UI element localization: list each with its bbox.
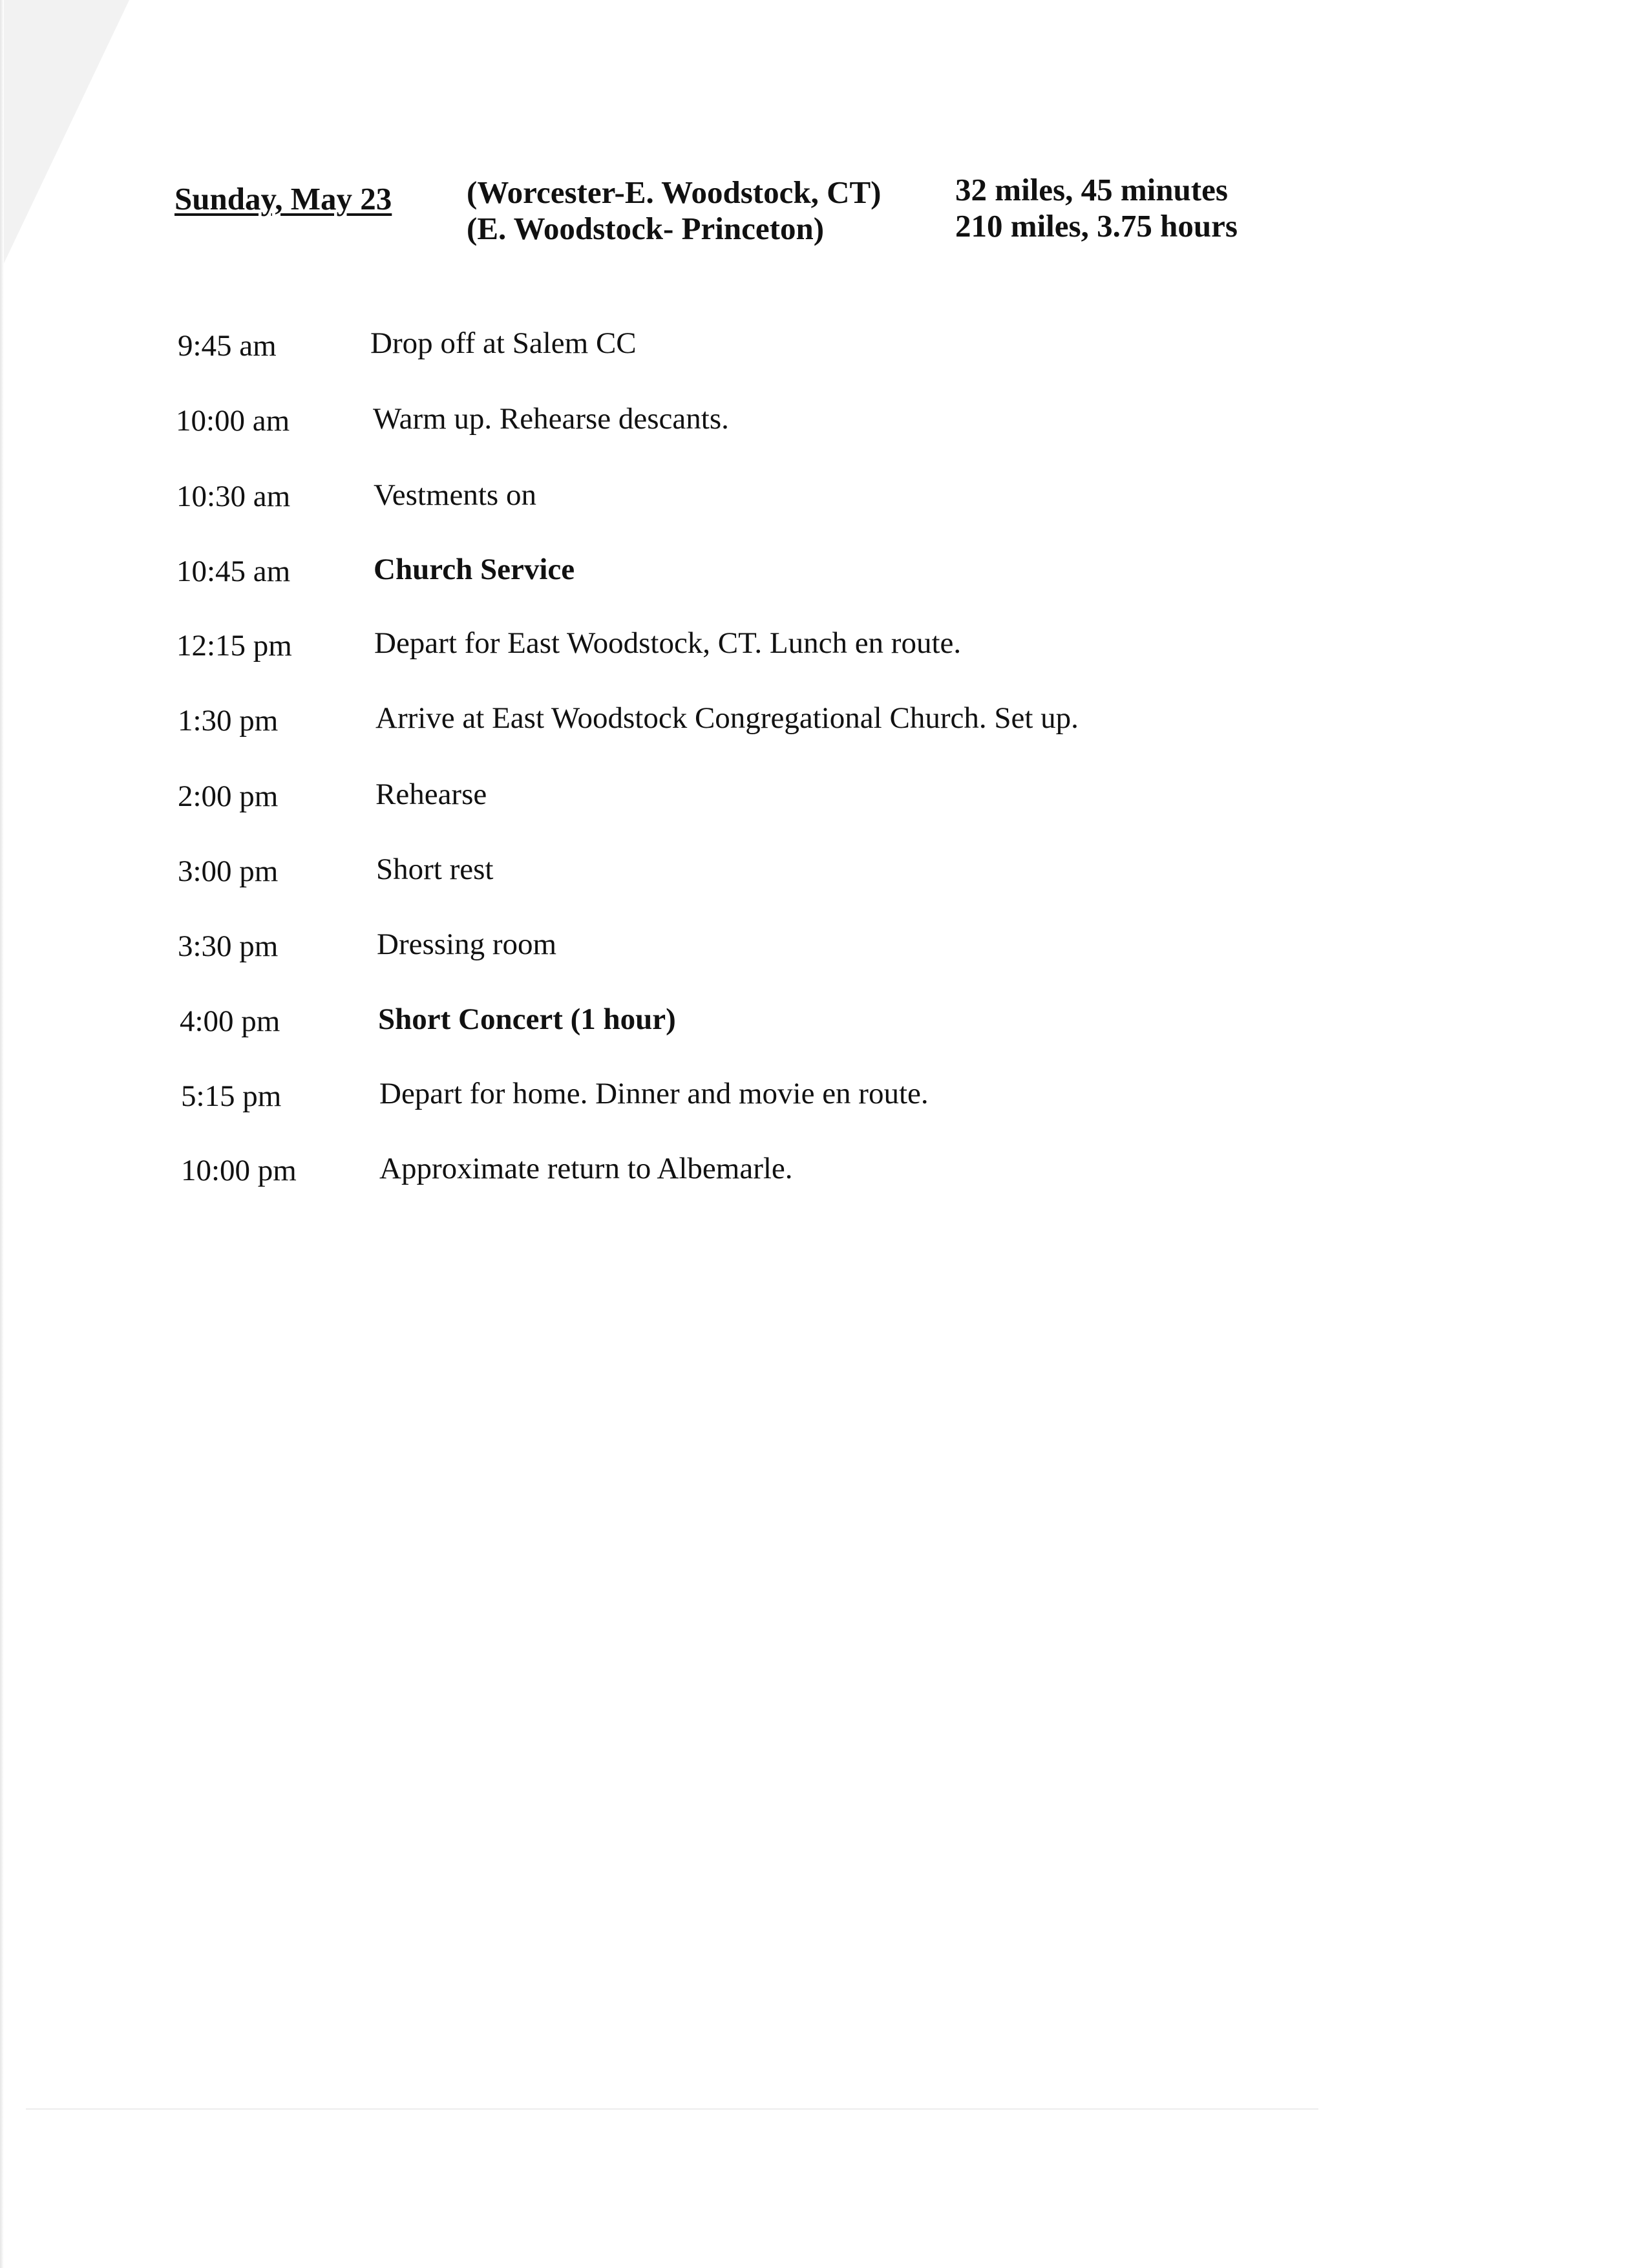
schedule-activity: Drop off at Salem CC [370, 326, 637, 360]
distance-first-leg: 32 miles, 45 minutes [955, 172, 1228, 207]
schedule-time: 1:30 pm [178, 704, 279, 737]
schedule-activity: Short Concert (1 hour) [378, 1002, 676, 1036]
schedule-activity: Rehearse [375, 778, 487, 811]
schedule-time: 4:00 pm [180, 1004, 280, 1038]
schedule-time: 10:45 am [176, 555, 291, 588]
schedule-activity: Warm up. Rehearse descants. [373, 402, 729, 436]
schedule-time: 3:00 pm [178, 854, 279, 888]
schedule-time: 10:30 am [176, 480, 291, 513]
scan-artifact-line [26, 2108, 1318, 2110]
schedule-time: 12:15 pm [176, 629, 292, 662]
route-first-leg: (Worcester-E. Woodstock, CT) [467, 175, 882, 210]
schedule-time: 10:00 pm [181, 1154, 297, 1187]
schedule-activity: Arrive at East Woodstock Congregational Church. Set up. [375, 701, 1079, 735]
route-second-leg: (E. Woodstock- Princeton) [467, 211, 825, 246]
schedule-day-heading: Sunday, May 23 [174, 181, 392, 217]
schedule-activity: Church Service [374, 553, 575, 586]
schedule-activity: Depart for home. Dinner and movie en route. [379, 1077, 929, 1110]
schedule-activity: Vestments on [374, 478, 536, 512]
schedule-time: 3:30 pm [178, 929, 279, 963]
schedule-activity: Approximate return to Albemarle. [379, 1152, 793, 1185]
schedule-activity: Dressing room [377, 927, 557, 961]
schedule-time: 10:00 am [176, 404, 290, 438]
schedule-activity: Depart for East Woodstock, CT. Lunch en route. [374, 626, 962, 660]
schedule-time: 9:45 am [178, 329, 277, 363]
schedule-activity: Short rest [376, 853, 494, 886]
folded-corner [0, 0, 129, 271]
page-edge-shadow [0, 0, 4, 2268]
schedule-time: 5:15 pm [181, 1079, 282, 1113]
schedule-time: 2:00 pm [178, 779, 279, 813]
distance-second-leg: 210 miles, 3.75 hours [955, 208, 1238, 244]
